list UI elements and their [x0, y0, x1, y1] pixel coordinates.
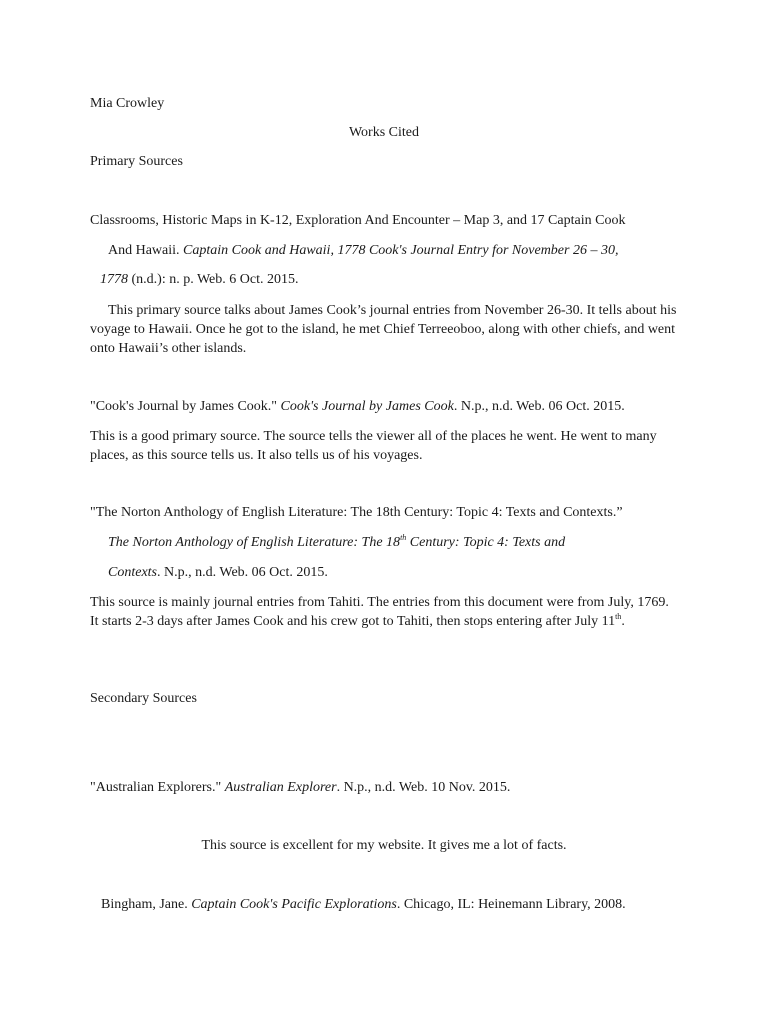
citation-line: Classrooms, Historic Maps in K-12, Exploration And Encounter – Map 3, and 17 Captain Cook: [90, 213, 626, 228]
citation-line: [100, 271, 298, 289]
annotation-1: This primary source talks about James Cook’s journal entries from November 26-30. It tells about his voyage to Hawaii. Once he got to the island, he met Chief Terreeoboo, along with other chiefs, and went onto Hawaii’s other islands.: [90, 303, 677, 356]
citation-text: . N.p., n.d. Web. 06 Oct. 2015.: [453, 399, 625, 414]
secondary-sources-heading: Secondary Sources: [90, 691, 197, 706]
primary-sources-heading: Primary Sources: [90, 154, 183, 169]
annotation-text: This source is mainly journal entries from Tahiti. The entries from this document were from July, 1769. It starts 2-3 days after James Cook and his crew got to Tahiti, then stops entering after July 11: [90, 595, 669, 629]
superscript: th: [615, 612, 622, 621]
annotation-2: This is a good primary source. The source tells the viewer all of the places he went. He went to many places, as this source tells us. It also tells us of his voyages.: [90, 429, 657, 463]
citation-title: Captain Cook's Pacific Explorations: [191, 897, 397, 912]
annotation-4: This source is excellent for my website. It gives me a lot of facts.: [201, 838, 567, 853]
citation-title: Century: Topic 4: Texts and: [406, 535, 566, 550]
citation-title: Cook's Journal by James Cook: [280, 399, 454, 414]
citation-line: [90, 779, 510, 797]
citation-text: . N.p., n.d. Web. 06 Oct. 2015.: [157, 565, 328, 580]
citation-text: "Cook's Journal by James Cook.": [90, 399, 281, 414]
citation-line: [108, 564, 328, 582]
citation-title: The Norton Anthology of English Literature: The 18: [108, 535, 401, 550]
citation-title: Australian Explorer: [224, 780, 337, 795]
citation-title: 1778: [100, 272, 128, 287]
citation-text: . N.p., n.d. Web. 10 Nov. 2015.: [336, 780, 511, 795]
citation-text: (n.d.): n. p. Web. 6 Oct. 2015.: [128, 272, 299, 287]
annotation-text: .: [621, 614, 625, 629]
author-name: Mia Crowley: [90, 96, 165, 111]
citation-text: . Chicago, IL: Heinemann Library, 2008.: [396, 897, 626, 912]
citation-title: Contexts: [108, 565, 157, 580]
citation-line: "The Norton Anthology of English Literature: The 18th Century: Topic 4: Texts and Contexts.”: [90, 505, 623, 520]
page-title: Works Cited: [348, 125, 420, 140]
citation-text: And Hawaii.: [108, 243, 184, 258]
annotation-3: [90, 593, 680, 631]
citation-text: "Australian Explorers.": [90, 780, 225, 795]
superscript: th: [400, 533, 407, 542]
citation-line: [90, 398, 625, 416]
citation-title: Captain Cook and Hawaii, 1778 Cook's Journal Entry for November 26 – 30,: [183, 243, 619, 258]
citation-line: [108, 534, 565, 552]
citation-text: Bingham, Jane.: [101, 897, 192, 912]
citation-line: [108, 242, 618, 260]
citation-entry-5: [101, 896, 626, 914]
